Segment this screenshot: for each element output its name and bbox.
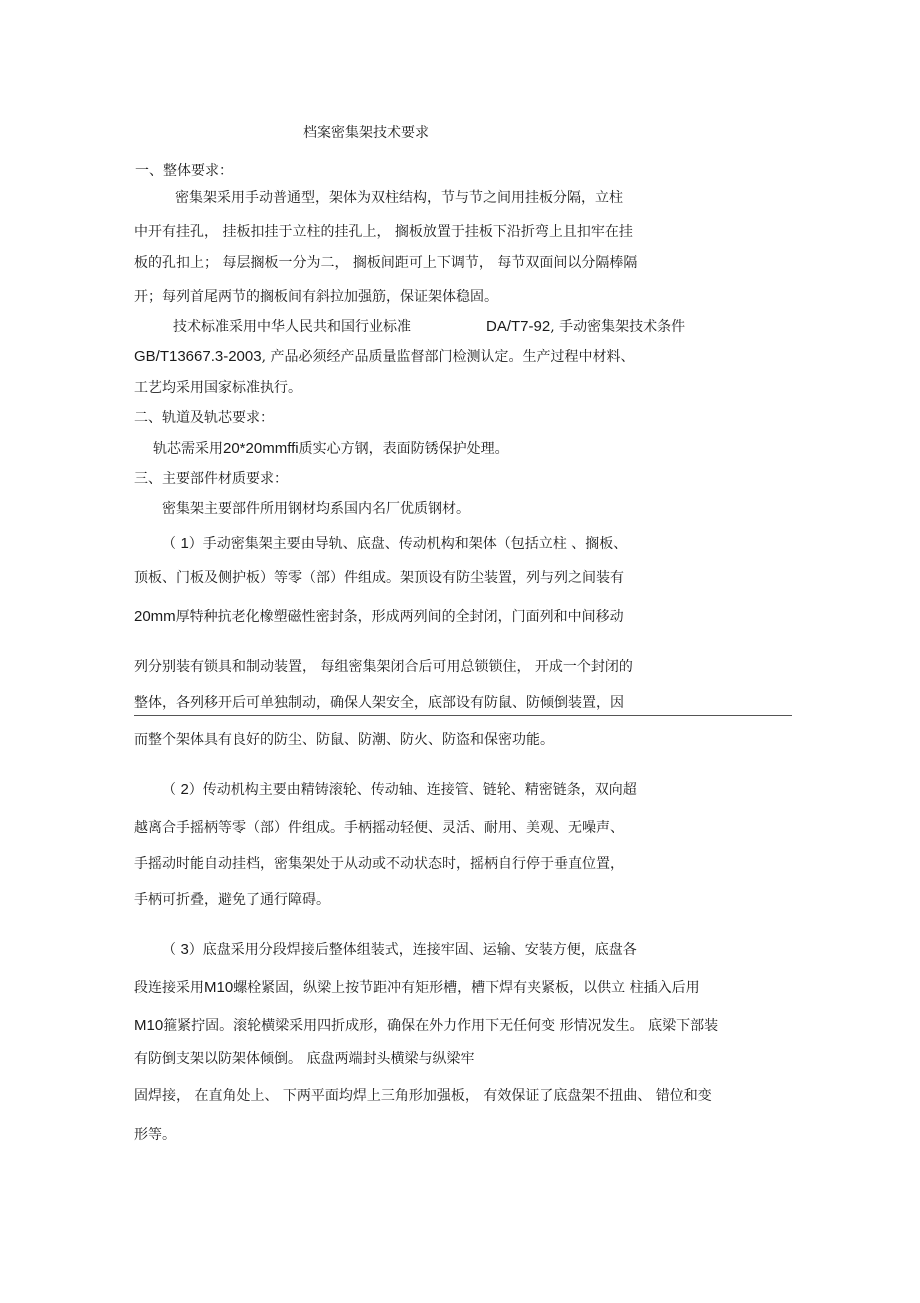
body-line-text: 固焊接， 在直角处上、 下两平面均焊上三角形加强板， 有效保证了底盘架不扭曲、 错位和变 [134, 1088, 712, 1104]
body-line-text: 有防倒支架以防架体倾倒。 底盘两端封头横梁与纵梁牢 [134, 1051, 475, 1067]
body-line-text: , 产品必须经产品质量监督部门检测认定。生产过程中材料、 [261, 349, 635, 365]
body-line-code: 20mm [134, 608, 176, 625]
body-line-text: 形等。 [134, 1127, 176, 1143]
body-line-text: 越离合手摇柄等零（部）件组成。手柄摇动轻便、灵活、耐用、美观、无噪声、 [134, 820, 624, 836]
body-line [162, 499, 470, 519]
body-line-text: 板的孔扣上； 每层搁板一分为二， 搁板间距可上下调节， 每节双面间以分隔棒隔 [134, 255, 638, 271]
body-line [134, 607, 624, 627]
body-line [134, 469, 288, 489]
body-line [134, 854, 624, 874]
body-line-text: 二、轨道及轨芯要求： [134, 410, 274, 426]
body-line-text: ）传动机构主要由精铸滚轮、传动轴、连接管、链轮、精密链条，双向超 [188, 782, 637, 798]
document-title: 档案密集架技术要求 [303, 125, 429, 141]
body-line-text: 中开有挂孔， 挂板扣挂于立柱的挂孔上， 搁板放置于挂板下沿折弯上且扣牢在挂 [134, 224, 633, 240]
body-line-code: 2 [180, 781, 189, 798]
body-line-text: （ [162, 782, 181, 798]
body-line [153, 439, 509, 459]
body-line-code: 1 [180, 535, 189, 552]
body-line-text: 三、主要部件材质要求： [134, 471, 288, 487]
body-line [134, 347, 635, 367]
body-line [135, 161, 233, 181]
body-line-text: 手柄可折叠，避免了通行障碍。 [134, 892, 330, 908]
body-line-code: GB/T13667.3-2003 [134, 348, 262, 365]
body-line [134, 978, 700, 998]
body-line [162, 940, 637, 960]
body-line-text: 厚特种抗老化橡塑磁性密封条，形成两列间的全封闭，门面列和中间移动 [175, 609, 624, 625]
body-line [134, 1086, 712, 1106]
body-line-text: 轨芯需采用 [153, 441, 223, 457]
body-line [134, 222, 633, 242]
body-line-text: 手摇动时能自动挂档，密集架处于从动或不动状态时，摇柄自行停于垂直位置， [134, 856, 624, 872]
body-line-text: 技术标准采用中华人民共和国行业标准 [173, 319, 411, 335]
body-line-text: 开；每列首尾两节的搁板间有斜拉加强筋，保证架体稳固。 [134, 289, 498, 305]
body-line-text: 工艺均采用国家标准执行。 [134, 380, 302, 396]
body-line [486, 317, 685, 337]
body-line-text: 整体，各列移开后可单独制动，确保人架安全，底部设有防鼠、防倾倒装置，因 [134, 695, 624, 711]
body-line-text: 密集架采用手动普通型，架体为双柱结构，节与节之间用挂板分隔，立柱 [175, 190, 623, 206]
body-line-code: 20*20mmffi [223, 440, 299, 457]
body-line [134, 693, 624, 713]
body-line [134, 1016, 718, 1036]
body-line-text: （ [162, 942, 181, 958]
body-line [134, 657, 633, 677]
body-line-text: 密集架主要部件所用钢材均系国内名厂优质钢材。 [162, 501, 470, 517]
body-line [134, 818, 624, 838]
body-line [134, 253, 637, 273]
body-line [134, 378, 302, 398]
body-line-text: 顶板、门板及侧护板）等零（部）件组成。架顶设有防尘装置，列与列之间装有 [134, 570, 624, 586]
body-line [134, 730, 554, 750]
body-line [134, 408, 274, 428]
body-line-text: 而整个架体具有良好的防尘、防鼠、防潮、防火、防盗和保密功能。 [134, 732, 554, 748]
body-line [162, 780, 637, 800]
body-line-text: 段连接采用 [134, 980, 204, 996]
body-line-code: M10 [134, 1017, 164, 1034]
body-line-text: 箍紧拧固。滚轮横梁采用四折成形，确保在外力作用下无任何变 形情况发生。 底梁下部装 [163, 1018, 719, 1034]
body-line-text: 螺栓紧固，纵梁上按节距冲有矩形槽，槽下焊有夹紧板，以供立 柱插入后用 [233, 980, 700, 996]
body-line [134, 1049, 474, 1069]
body-line-text: 列分别装有锁具和制动装置， 每组密集架闭合后可用总锁锁住， 开成一个封闭的 [134, 659, 633, 675]
body-line [134, 890, 330, 910]
body-line [175, 188, 623, 208]
body-line-text: , 手动密集架技术条件 [550, 319, 686, 335]
body-line-code: M10 [204, 979, 234, 996]
body-line [134, 287, 498, 307]
body-line [134, 1125, 176, 1145]
body-line-text: （ [162, 536, 181, 552]
body-line-text: 质实心方钢，表面防锈保护处理。 [298, 441, 509, 457]
body-line [134, 568, 624, 588]
body-line-text: 一、整体要求： [135, 163, 233, 179]
divider-line [134, 715, 792, 716]
body-line-text: ）底盘采用分段焊接后整体组装式，连接牢固、运输、安装方便，底盘各 [188, 942, 637, 958]
body-line-code: 3 [180, 941, 189, 958]
body-line-code: DA/T7-92 [486, 318, 551, 335]
body-line [173, 317, 411, 337]
body-line-text: ）手动密集架主要由导轨、底盘、传动机构和架体（包括立柱 、搁板、 [188, 536, 628, 552]
body-line [162, 534, 627, 554]
